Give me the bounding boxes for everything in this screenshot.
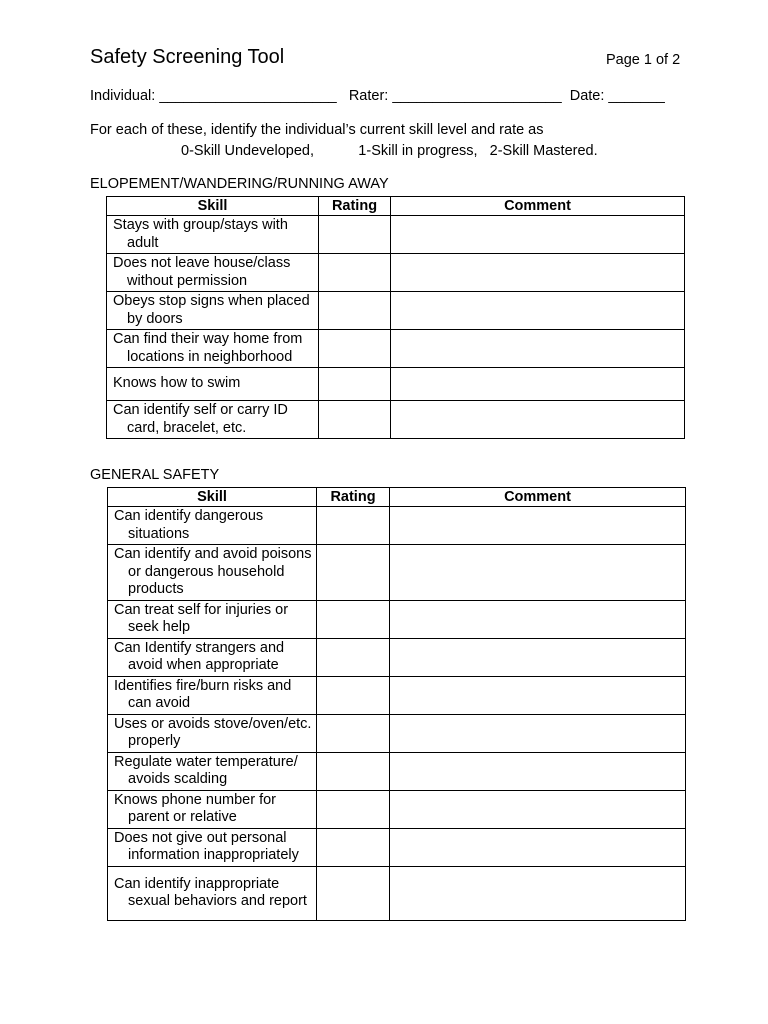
skill-cell <box>107 401 319 439</box>
skill-cell <box>108 866 317 920</box>
skill-label: Can treat self for injuries or seek help <box>114 601 289 635</box>
rating-cell[interactable] <box>317 866 390 920</box>
table-row <box>108 638 686 676</box>
skill-cell <box>107 368 319 401</box>
table-row <box>107 292 685 330</box>
skill-label: Can identify self or carry ID card, bracelet, etc. <box>113 402 288 436</box>
rating-scale-line: 0-Skill Undeveloped, 1-Skill in progress, 2-Skill Mastered. <box>181 143 598 159</box>
rating-cell[interactable] <box>319 254 391 292</box>
comment-cell[interactable] <box>390 545 686 601</box>
document-title: Safety Screening Tool <box>90 46 285 68</box>
comment-cell[interactable] <box>391 292 685 330</box>
table-row <box>108 752 686 790</box>
rater-fields-line: Individual: ______________________ Rater: _____________________ Date: _______ <box>90 88 665 104</box>
rating-column-header: Rating <box>317 488 390 507</box>
table-row <box>108 790 686 828</box>
rating-cell[interactable] <box>319 401 391 439</box>
table-row <box>107 330 685 368</box>
page-number: Page 1 of 2 <box>606 52 681 68</box>
skill-label: Can identify inappropriate sexual behaviors and report <box>114 875 307 909</box>
section-title-general-safety: GENERAL SAFETY <box>90 467 220 483</box>
comment-cell[interactable] <box>390 714 686 752</box>
skill-column-header: Skill <box>108 488 317 507</box>
skill-label: Can identify and avoid poisons or dangerous household products <box>114 546 312 597</box>
rating-cell[interactable] <box>317 790 390 828</box>
comment-cell[interactable] <box>390 752 686 790</box>
rating-column-header: Rating <box>319 197 391 216</box>
table-row <box>107 401 685 439</box>
table-row <box>107 368 685 401</box>
comment-cell[interactable] <box>390 676 686 714</box>
skill-label: Uses or avoids stove/oven/etc. properly <box>114 715 312 749</box>
skill-cell <box>107 254 319 292</box>
skill-label: Regulate water temperature/ avoids scalding <box>114 753 298 787</box>
comment-cell[interactable] <box>391 401 685 439</box>
section-title-elopement: ELOPEMENT/WANDERING/RUNNING AWAY <box>90 176 389 192</box>
rating-cell[interactable] <box>319 292 391 330</box>
comment-cell[interactable] <box>390 866 686 920</box>
rating-cell[interactable] <box>317 714 390 752</box>
skill-label: Obeys stop signs when placed by doors <box>113 293 310 327</box>
rating-cell[interactable] <box>317 676 390 714</box>
skill-label: Can identify dangerous situations <box>114 508 264 542</box>
skill-column-header: Skill <box>107 197 319 216</box>
comment-cell[interactable] <box>391 330 685 368</box>
table-row <box>107 216 685 254</box>
table-row <box>107 254 685 292</box>
skill-cell <box>107 292 319 330</box>
skill-cell <box>108 600 317 638</box>
elopement-skills-table <box>106 196 685 439</box>
skill-cell <box>108 752 317 790</box>
rating-cell[interactable] <box>319 368 391 401</box>
comment-column-header: Comment <box>391 197 685 216</box>
comment-cell[interactable] <box>390 828 686 866</box>
table-row <box>108 545 686 601</box>
rating-cell[interactable] <box>319 330 391 368</box>
skill-cell <box>107 330 319 368</box>
table-row <box>108 866 686 920</box>
table-row <box>108 676 686 714</box>
rating-cell[interactable] <box>317 638 390 676</box>
general-safety-skills-table <box>107 487 686 921</box>
comment-cell[interactable] <box>390 507 686 545</box>
rating-cell[interactable] <box>317 752 390 790</box>
skill-label: Can Identify strangers and avoid when appropriate <box>114 639 285 673</box>
table-row <box>108 828 686 866</box>
rating-cell[interactable] <box>317 507 390 545</box>
comment-column-header: Comment <box>390 488 686 507</box>
skill-cell <box>108 638 317 676</box>
skill-label: Can find their way home from locations in neighborhood <box>113 331 303 365</box>
skill-label: Does not leave house/class without permission <box>113 255 291 289</box>
skill-label: Stays with group/stays with adult <box>113 217 288 251</box>
skill-cell <box>108 507 317 545</box>
comment-cell[interactable] <box>390 600 686 638</box>
skill-label: Knows how to swim <box>113 375 241 392</box>
comment-cell[interactable] <box>390 790 686 828</box>
table-header-row <box>107 197 685 216</box>
rating-cell[interactable] <box>319 216 391 254</box>
table-row <box>108 600 686 638</box>
rating-cell[interactable] <box>317 545 390 601</box>
rating-cell[interactable] <box>317 828 390 866</box>
skill-cell <box>108 714 317 752</box>
skill-cell <box>108 828 317 866</box>
skill-cell <box>108 790 317 828</box>
table-row <box>108 507 686 545</box>
table-header-row <box>108 488 686 507</box>
skill-cell <box>108 545 317 601</box>
comment-cell[interactable] <box>390 638 686 676</box>
skill-label: Does not give out personal information inappropriately <box>114 829 299 863</box>
skill-cell <box>107 216 319 254</box>
rating-cell[interactable] <box>317 600 390 638</box>
skill-label: Knows phone number for parent or relative <box>114 791 277 825</box>
comment-cell[interactable] <box>391 216 685 254</box>
comment-cell[interactable] <box>391 368 685 401</box>
table-row <box>108 714 686 752</box>
skill-cell <box>108 676 317 714</box>
comment-cell[interactable] <box>391 254 685 292</box>
skill-label: Identifies fire/burn risks and can avoid <box>114 677 292 711</box>
instructions-line-1: For each of these, identify the individual’s current skill level and rate as <box>90 122 544 138</box>
